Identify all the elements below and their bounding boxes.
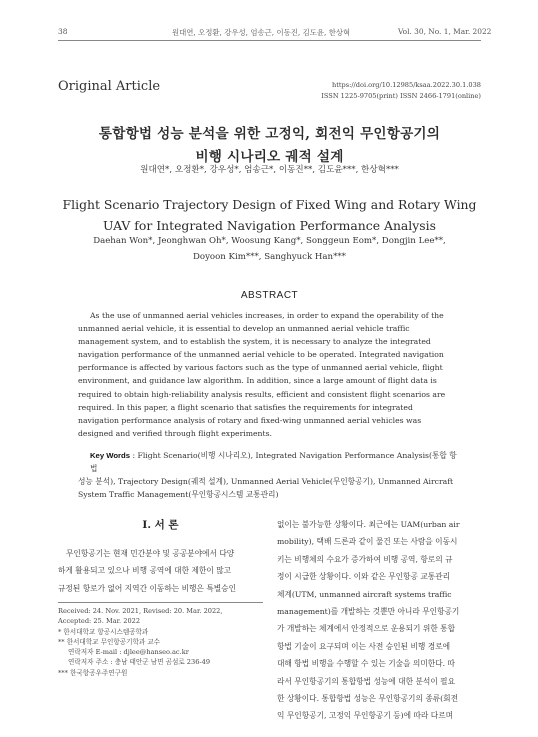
received-date: Received: 24. Nov. 2021, Revised: 20. Mar. 2022, — [58, 607, 223, 615]
body-line: 규정된 항로가 없어 지역간 이동하는 비행은 특별승인 — [58, 583, 237, 593]
left-column-text — [58, 545, 263, 597]
title-en-line-1: Flight Scenario Trajectory Design of Fixed Wing and Rotary Wing — [62, 197, 477, 212]
body-line: 정이 시급한 상황이다. 이와 같은 무인항공 교통관리 — [277, 572, 451, 582]
journal-volume: Vol. 30, No. 1, Mar. 2022 — [398, 27, 492, 36]
abstract-line: performance is affected by various factors such as the type of unmanned aerial vehicle, flight — [78, 363, 443, 373]
body-line: 무인항공기는 현재 민간분야 및 공공분야에서 다양 — [66, 549, 235, 558]
running-authors: 원대연, 오정환, 강우성, 엄송근, 이동진, 김도윤, 한상혁 — [172, 28, 351, 37]
section-heading: Ⅰ. 서 론 — [142, 519, 179, 531]
issn: ISSN 1225-9705(print) ISSN 2466-1791(online) — [321, 92, 481, 100]
keywords-line: : Flight Scenario(비행 시나리오), Integrated Navigation Performance Analysis(통합 항법 — [90, 451, 457, 473]
body-line: 없이는 불가능한 상황이다. 최근에는 UAM(urban air — [277, 520, 460, 529]
body-line: 키는 비행체의 수요가 증가하여 비행 공역, 항로의 규 — [277, 554, 453, 564]
abstract-line: navigation performance analysis of rotary and fixed-wing unmanned aerial vehicles was — [78, 415, 422, 425]
abstract-line: required. In this paper, a flight scenario that satisfies the requirements for integrated — [78, 402, 413, 412]
body-line: 라서 무인항공기의 통합항법 성능에 대한 분석이 필요 — [277, 676, 456, 686]
abstract-line: As the use of unmanned aerial vehicles increases, in order to expand the operability of the — [90, 311, 444, 320]
footnotes — [58, 606, 263, 678]
authors-ko: 원대연*, 오정환*, 강우성*, 엄송근*, 이동진**, 김도윤***, 한상혁*** — [140, 165, 399, 175]
body-line: mobility), 택배 드론과 같이 물건 또는 사람을 이동시 — [277, 537, 458, 547]
abstract-line: navigation performance of the unmanned aerial vehicle to be operated. Integrated navigation — [78, 350, 444, 360]
body-line: 익 무인항공기, 고정익 무인항공기 등)에 따라 다르며 — [277, 711, 454, 721]
abstract-line: designed and verified through flight experiments. — [78, 428, 272, 438]
abstract-body — [78, 309, 460, 440]
abstract-line: management system, and to establish the system, it is necessary to analyze the integrated — [78, 337, 431, 347]
abstract-title: ABSTRACT — [240, 290, 299, 301]
right-column-text — [277, 516, 481, 725]
title-en-line-2: UAV for Integrated Navigation Performance Analysis — [103, 218, 436, 233]
title-ko-line-2: 비행 시나리오 궤적 설계 — [195, 149, 344, 165]
page-number: 38 — [58, 27, 68, 36]
body-line: 체계(UTM, unmanned aircraft systems traffic — [277, 589, 452, 599]
keywords-line: System Traffic Management(무인항공시스템 교통관리) — [78, 490, 279, 499]
affiliation-1: * 한서대학교 항공시스템공학과 — [58, 627, 149, 636]
affiliation-3: *** 한국항공우주연구원 — [58, 668, 128, 677]
accepted-date: Accepted: 25. Mar. 2022 — [58, 617, 141, 626]
title-ko-line-1: 통합항법 성능 분석을 위한 고정익, 회전익 무인항공기의 — [98, 126, 441, 142]
keywords-line: 성능 분석), Trajectory Design(궤적 설계), Unmanned Aerial Vehicle(무인항공기), Unmanned Aircraft — [78, 477, 454, 486]
header-rule — [58, 40, 481, 41]
body-line: 대해 항법 비행을 수행할 수 있는 기술을 의미한다. 따 — [277, 659, 455, 669]
affiliation-2: ** 한서대학교 무인항공기학과 교수 — [58, 637, 161, 646]
article-type: Original Article — [58, 79, 161, 94]
footnote-rule — [58, 602, 263, 603]
contact-email: 연락저자 E-mail : djlee@hanseo.ac.kr — [68, 648, 189, 657]
abstract-line: unmanned aerial vehicle, it is essential to develop an unmanned aerial vehicle traffic — [78, 324, 410, 334]
authors-en-line-2: Doyoon Kim***, Sanghyuck Han*** — [193, 252, 346, 262]
keywords — [78, 449, 460, 501]
body-line: 한 상황이다. 통합항법 성능은 무인항공기의 종류(회전 — [277, 694, 459, 704]
abstract-line: required to obtain high-reliability analysis results, efficient and consistent flight scenarios are — [78, 389, 446, 399]
body-line: management)를 개발하는 것뿐만 아니라 무인항공기 — [277, 607, 460, 617]
abstract-line: environment, and guidance law algorithm. In addition, since a large amount of flight data is — [78, 376, 437, 386]
authors-en-line-1: Daehan Won*, Jeonghwan Oh*, Woosung Kang*, Songgeun Eom*, Dongjin Lee**, — [93, 236, 446, 246]
body-line: 하게 활용되고 있으나 비행 공역에 대한 제한이 많고 — [58, 566, 232, 576]
keywords-label: Key Words — [90, 451, 131, 460]
body-line: 가 개발하는 체계에서 안정적으로 운용되기 위한 통합 — [277, 624, 456, 634]
body-line: 항법 기술이 요구되며 이는 사전 승인된 비행 경로에 — [277, 641, 451, 651]
doi-link[interactable]: https://doi.org/10.12985/ksaa.2022.30.1.038 — [331, 81, 481, 89]
contact-address: 연락저자 주소 : 충남 태안군 남면 곰섬로 236-49 — [68, 658, 211, 667]
